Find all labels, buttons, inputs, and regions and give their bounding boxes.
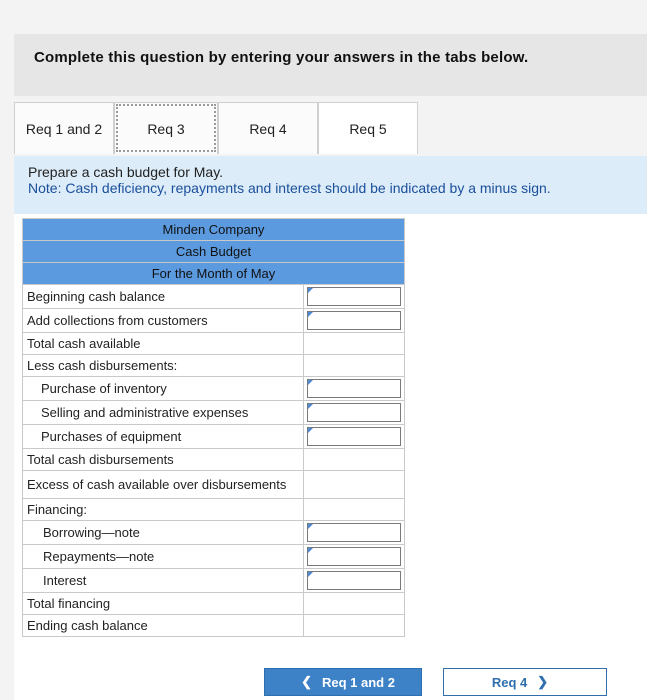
row-label: Total cash disbursements (23, 449, 304, 471)
row-label: Add collections from customers (23, 309, 304, 333)
row-label: Excess of cash available over disbursements (23, 471, 304, 499)
total-disbursements-value (304, 449, 405, 471)
repayments-input[interactable] (307, 547, 401, 566)
total-financing-value (304, 593, 405, 615)
company-name: Minden Company (23, 219, 405, 241)
tab-req-5[interactable]: Req 5 (318, 102, 418, 154)
row-label: Ending cash balance (23, 615, 304, 637)
table-row (23, 593, 405, 615)
tab-content (14, 156, 647, 700)
table-row (23, 569, 405, 593)
next-req-label: Req 4 (491, 674, 528, 690)
table-row (23, 309, 405, 333)
tab-bar (14, 96, 647, 156)
table-row (23, 471, 405, 499)
selling-admin-input[interactable] (307, 403, 401, 422)
instruction-text: Prepare a cash budget for May. (28, 164, 224, 180)
purchase-inventory-input[interactable] (307, 379, 401, 398)
collections-input[interactable] (307, 311, 401, 330)
table-row (23, 521, 405, 545)
row-label: Total financing (23, 593, 304, 615)
statement-period: For the Month of May (23, 263, 405, 285)
row-label: Purchase of inventory (23, 377, 304, 401)
table-row (23, 499, 405, 521)
question-header (14, 34, 647, 96)
table-row (23, 377, 405, 401)
row-label: Purchases of equipment (23, 425, 304, 449)
ending-cash-value (304, 615, 405, 637)
table-row (23, 355, 405, 377)
interest-input[interactable] (307, 571, 401, 590)
borrowing-input[interactable] (307, 523, 401, 542)
tab-req-1-and-2[interactable]: Req 1 and 2 (14, 102, 114, 154)
instructions (14, 156, 647, 214)
statement-title: Cash Budget (23, 241, 405, 263)
row-label: Financing: (23, 499, 304, 521)
table-row (23, 425, 405, 449)
row-label: Beginning cash balance (23, 285, 304, 309)
row-label: Repayments—note (23, 545, 304, 569)
row-label: Less cash disbursements: (23, 355, 304, 377)
beginning-cash-input[interactable] (307, 287, 401, 306)
tab-req-4[interactable]: Req 4 (218, 102, 318, 154)
total-cash-available-value (304, 333, 405, 355)
cash-budget-table (22, 218, 405, 637)
tab-req-3[interactable]: Req 3 (114, 102, 218, 154)
table-row (23, 615, 405, 637)
row-label: Interest (23, 569, 304, 593)
chevron-left-icon: ❮ (301, 674, 312, 689)
prev-req-label: Req 1 and 2 (321, 674, 395, 690)
table-row (23, 285, 405, 309)
question-title: Complete this question by entering your answers in the tabs below. (34, 49, 529, 66)
row-label: Selling and administrative expenses (23, 401, 304, 425)
next-req-button[interactable] (443, 668, 607, 696)
chevron-right-icon: ❯ (537, 674, 549, 689)
excess-cash-value (304, 471, 405, 499)
instruction-note: Note: Cash deficiency, repayments and interest should be indicated by a minus sign. (28, 180, 551, 196)
equipment-input[interactable] (307, 427, 401, 446)
prev-req-button[interactable] (264, 668, 422, 696)
row-label: Total cash available (23, 333, 304, 355)
table-row (23, 333, 405, 355)
table-row (23, 545, 405, 569)
row-label: Borrowing—note (23, 521, 304, 545)
table-row (23, 449, 405, 471)
table-row (23, 401, 405, 425)
